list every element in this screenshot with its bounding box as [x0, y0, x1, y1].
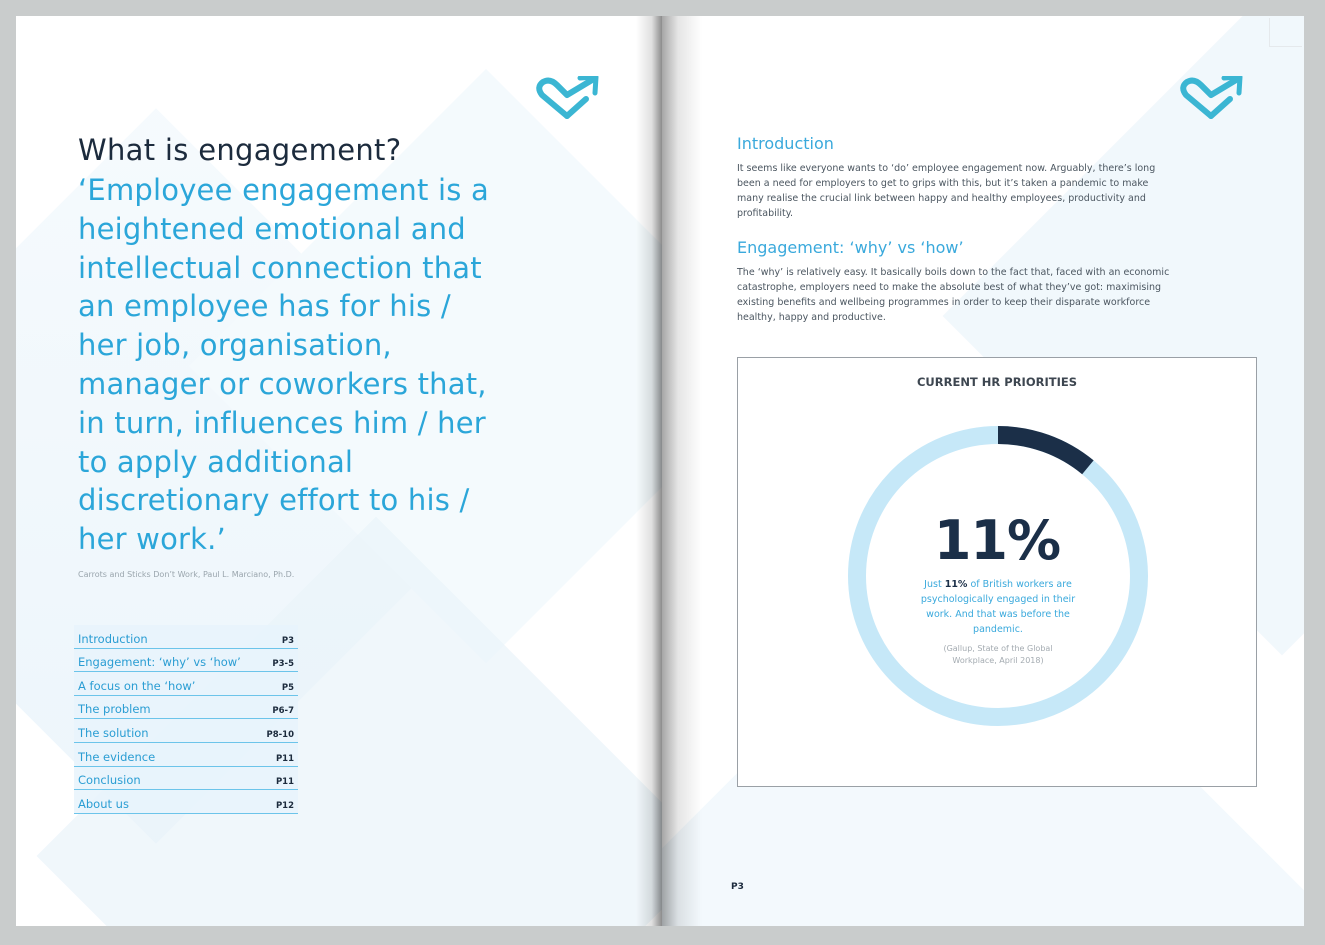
heart-arrow-logo-icon — [534, 76, 600, 126]
hr-priorities-chart — [737, 357, 1257, 787]
page-number: P3 — [731, 882, 744, 892]
toc-item-label: About us — [78, 796, 129, 811]
heart-arrow-logo-icon — [1178, 76, 1244, 126]
toc-item-page: P3-5 — [272, 659, 294, 670]
toc-item-focus[interactable] — [74, 672, 298, 696]
donut-chart — [848, 426, 1148, 726]
toc-item-evidence[interactable] — [74, 743, 298, 767]
toc-item-page: P8-10 — [266, 729, 294, 740]
toc-item-engagement[interactable] — [74, 649, 298, 673]
toc-item-solution[interactable] — [74, 719, 298, 743]
toc-item-label: The problem — [78, 702, 151, 717]
donut-remainder-slice — [857, 435, 1139, 717]
toc-item-page: P11 — [275, 777, 294, 788]
toc-item-page: P6-7 — [272, 706, 294, 717]
chart-title: CURRENT HR PRIORITIES — [916, 375, 1078, 389]
table-of-contents — [74, 625, 298, 814]
toc-item-label: Conclusion — [78, 773, 141, 788]
introduction-text: It seems like everyone wants to ‘do’ employee engagement now. Arguably, there’s long been a need for employers to get to grips with this, but it’s taken a pandemic to make many realise the crucial link between happy and healthy employees, productivity and profitability. — [737, 163, 1156, 219]
chart-description — [918, 577, 1078, 637]
toc-item-conclusion[interactable] — [74, 767, 298, 791]
toc-item-page: P12 — [275, 800, 294, 811]
chart-description-lead: Just — [924, 579, 945, 590]
spine-shadow — [636, 16, 662, 926]
chart-description-bold: 11% — [944, 579, 968, 590]
chart-description-rest: of British workers are psychologically engaged in their work. And that was before the pandemic. — [920, 579, 1076, 635]
toc-item-page: P3 — [281, 635, 294, 646]
page-corner — [1269, 18, 1302, 47]
toc-item-label: A focus on the ‘how’ — [78, 678, 196, 693]
chart-source: (Gallup, State of the Global Workplace, April 2018) — [943, 644, 1053, 665]
page-title: What is engagement? — [78, 133, 402, 167]
quote-citation: Carrots and Sticks Don’t Work, Paul L. Marciano, Ph.D. — [78, 570, 295, 579]
introduction-heading: Introduction — [737, 134, 834, 153]
brochure-spread — [16, 16, 1304, 926]
right-page — [662, 16, 1304, 926]
toc-item-introduction[interactable] — [74, 625, 298, 649]
toc-item-page: P11 — [275, 753, 294, 764]
chart-big-value: 11% — [933, 509, 1061, 572]
spine-shadow — [662, 16, 702, 926]
why-how-text: The ‘why’ is relatively easy. It basically boils down to the fact that, faced with an economic catastrophe, employers need to make the absolute best of what they’ve got: maximising existing benefits and wellbeing programmes in order to keep their disparate workforce healthy, happy and productive. — [737, 267, 1170, 323]
donut-highlight-slice — [998, 435, 1088, 467]
toc-item-problem[interactable] — [74, 696, 298, 720]
engagement-quote: ‘Employee engagement is a heightened emotional and intellectual connection that an employee has for his / her job, organisation, manager or coworkers that, in turn, influences him / her to apply additional discretionary effort to his / her work.’ — [78, 173, 489, 557]
toc-item-about[interactable] — [74, 790, 298, 814]
toc-item-label: Introduction — [78, 631, 148, 646]
why-how-heading: Engagement: ‘why’ vs ‘how’ — [737, 238, 964, 257]
left-page — [16, 16, 662, 926]
toc-item-label: Engagement: ‘why’ vs ‘how’ — [78, 655, 241, 670]
toc-item-label: The solution — [78, 725, 149, 740]
toc-item-page: P5 — [281, 682, 294, 693]
toc-item-label: The evidence — [78, 749, 156, 764]
